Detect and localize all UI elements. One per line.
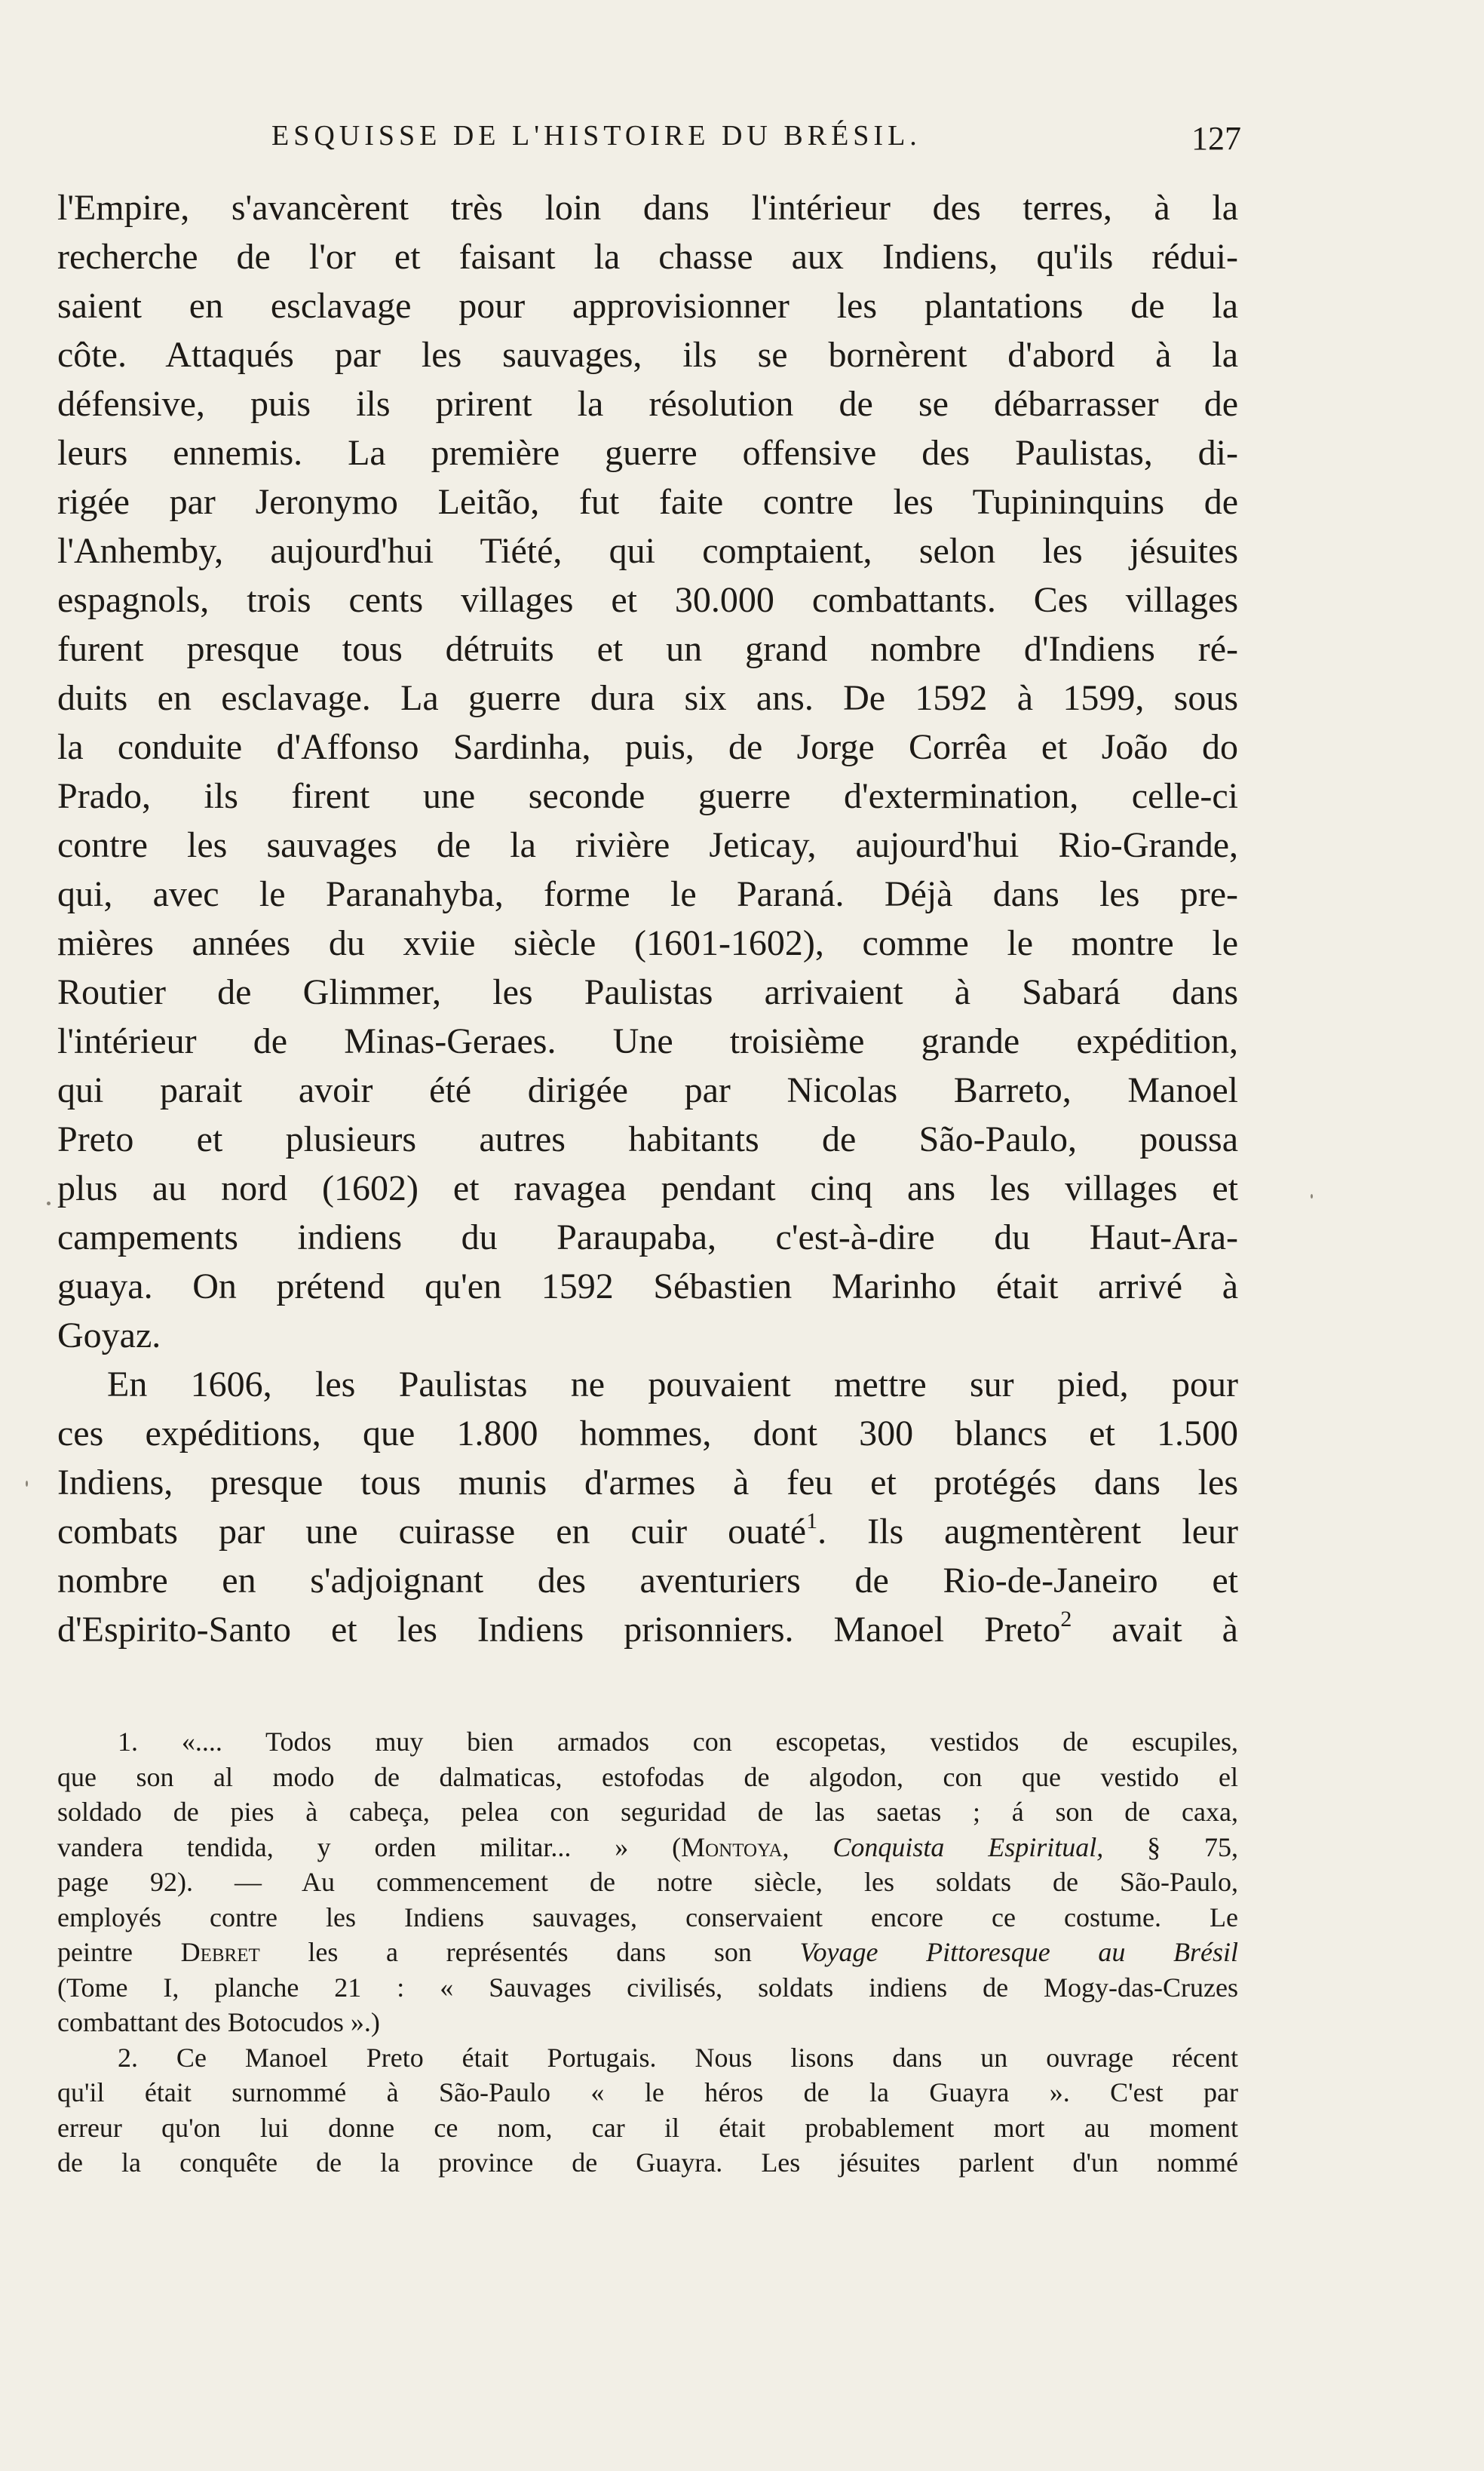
footnote-ref[interactable]: 2: [1060, 1607, 1072, 1631]
footnotes: [57, 1724, 1238, 2181]
body-line: Routier de Glimmer, les Paulistas arrivaient à Sabará dans: [57, 972, 1238, 1012]
body-line: saient en esclavage pour approvisionner les plantations de la: [57, 286, 1238, 326]
body-line: guaya. On prétend qu'en 1592 Sébastien Marinho était arrivé à: [57, 1266, 1238, 1306]
body-line: [57, 1605, 1238, 1654]
footnote-line: combattant des Botocudos ».): [57, 2007, 380, 2037]
page-number: 127: [1191, 120, 1241, 157]
body-line: Prado, ils firent une seconde guerre d'extermination, celle-ci: [57, 776, 1238, 816]
footnote-line: que son al modo de dalmaticas, estofodas de algodon, con que vestido el: [57, 1761, 1238, 1792]
body-line: [57, 1507, 1238, 1556]
line-text: vandera tendida, y orden militar... » (: [57, 1831, 682, 1862]
footnote-line: [57, 1935, 1238, 1970]
body-line: espagnols, trois cents villages et 30.000 combattants. Ces villages: [57, 580, 1238, 620]
footnote-line: soldado de pies à cabeça, pelea con seguridad de las saetas ; á son de caxa,: [57, 1797, 1238, 1827]
footnote-line: employés contre les Indiens sauvages, conservaient encore ce costume. Le: [57, 1902, 1238, 1932]
body-line: plus au nord (1602) et ravagea pendant cinq ans les villages et: [57, 1168, 1238, 1208]
author-name: Montoya: [681, 1831, 783, 1862]
footnote-line: (Tome I, planche 21 : « Sauvages civilisés, soldats indiens de Mogy-das-Cruzes: [57, 1972, 1238, 2003]
body-line: l'Empire, s'avancèrent très loin dans l'intérieur des terres, à la: [57, 188, 1238, 228]
body-line: furent presque tous détruits et un grand nombre d'Indiens ré-: [57, 629, 1238, 669]
line-text: ,: [782, 1831, 833, 1862]
footnote-ref[interactable]: 1: [806, 1509, 818, 1533]
body-line: En 1606, les Paulistas ne pouvaient mettre sur pied, pour: [107, 1364, 1238, 1404]
paper-speck: [1311, 1194, 1313, 1199]
body-line: recherche de l'or et faisant la chasse aux Indiens, qu'ils rédui-: [57, 237, 1238, 277]
line-text: peintre: [57, 1937, 181, 1967]
body-line: la conduite d'Affonso Sardinha, puis, de Jorge Corrêa et João do: [57, 727, 1238, 767]
running-title: ESQUISSE DE L'HISTOIRE DU BRÉSIL.: [271, 120, 921, 152]
footnote-line: qu'il était surnommé à São-Paulo « le héros de la Guayra ». C'est par: [57, 2077, 1238, 2107]
footnote-line: 2. Ce Manoel Preto était Portugais. Nous lisons dans un ouvrage récent: [118, 2042, 1238, 2073]
line-text: les a représentés dans son: [259, 1937, 800, 1967]
footnote-line: page 92). — Au commencement de notre siècle, les soldats de São-Paulo,: [57, 1867, 1238, 1897]
body-line: ces expéditions, que 1.800 hommes, dont 300 blancs et 1.500: [57, 1414, 1238, 1453]
running-head: [0, 119, 1484, 164]
body-line: mières années du xviie siècle (1601-1602), comme le montre le: [57, 923, 1238, 963]
line-text: § 75,: [1103, 1831, 1239, 1862]
work-title: Conquista Espiritual,: [832, 1831, 1104, 1862]
paper-speck: [47, 1202, 51, 1205]
body-line: campements indiens du Paraupaba, c'est-à-dire du Haut-Ara-: [57, 1217, 1238, 1257]
footnote-line: [57, 1830, 1238, 1865]
author-name: Debret: [180, 1937, 260, 1967]
line-text: . Ils augmentèrent leur: [817, 1512, 1238, 1552]
line-text: d'Espirito-Santo et les Indiens prisonniers. Manoel Preto: [57, 1610, 1061, 1650]
footnote-line: erreur qu'on lui donne ce nom, car il était probablement mort au moment: [57, 2112, 1238, 2143]
body-line: l'Anhemby, aujourd'hui Tiété, qui comptaient, selon les jésuites: [57, 531, 1238, 571]
body-line: défensive, puis ils prirent la résolution de se débarrasser de: [57, 384, 1238, 424]
body-text: [57, 183, 1238, 1654]
footnote-line: 1. «.... Todos muy bien armados con escopetas, vestidos de escupiles,: [118, 1727, 1238, 1757]
body-line: leurs ennemis. La première guerre offensive des Paulistas, di-: [57, 433, 1238, 473]
footnote-line: de la conquête de la province de Guayra. Les jésuites parlent d'un nommé: [57, 2147, 1238, 2178]
paper-speck: [26, 1481, 28, 1487]
body-line: rigée par Jeronymo Leitão, fut faite contre les Tupininquins de: [57, 482, 1238, 522]
line-text: avait à: [1072, 1610, 1238, 1650]
body-line: Preto et plusieurs autres habitants de São-Paulo, poussa: [57, 1119, 1238, 1159]
body-line: l'intérieur de Minas-Geraes. Une troisième grande expédition,: [57, 1021, 1238, 1061]
body-line: Goyaz.: [57, 1315, 161, 1355]
body-line: nombre en s'adjoignant des aventuriers de Rio-de-Janeiro et: [57, 1561, 1238, 1601]
body-line: qui parait avoir été dirigée par Nicolas Barreto, Manoel: [57, 1070, 1238, 1110]
body-line: qui, avec le Paranahyba, forme le Paraná. Déjà dans les pre-: [57, 874, 1238, 914]
body-line: contre les sauvages de la rivière Jeticay, aujourd'hui Rio-Grande,: [57, 825, 1238, 865]
body-line: côte. Attaqués par les sauvages, ils se bornèrent d'abord à la: [57, 335, 1238, 375]
line-text: combats par une cuirasse en cuir ouaté: [57, 1512, 807, 1552]
work-title: Voyage Pittoresque au Brésil: [799, 1937, 1238, 1967]
body-line: Indiens, presque tous munis d'armes à feu et protégés dans les: [57, 1463, 1238, 1503]
body-line: duits en esclavage. La guerre dura six ans. De 1592 à 1599, sous: [57, 678, 1238, 718]
